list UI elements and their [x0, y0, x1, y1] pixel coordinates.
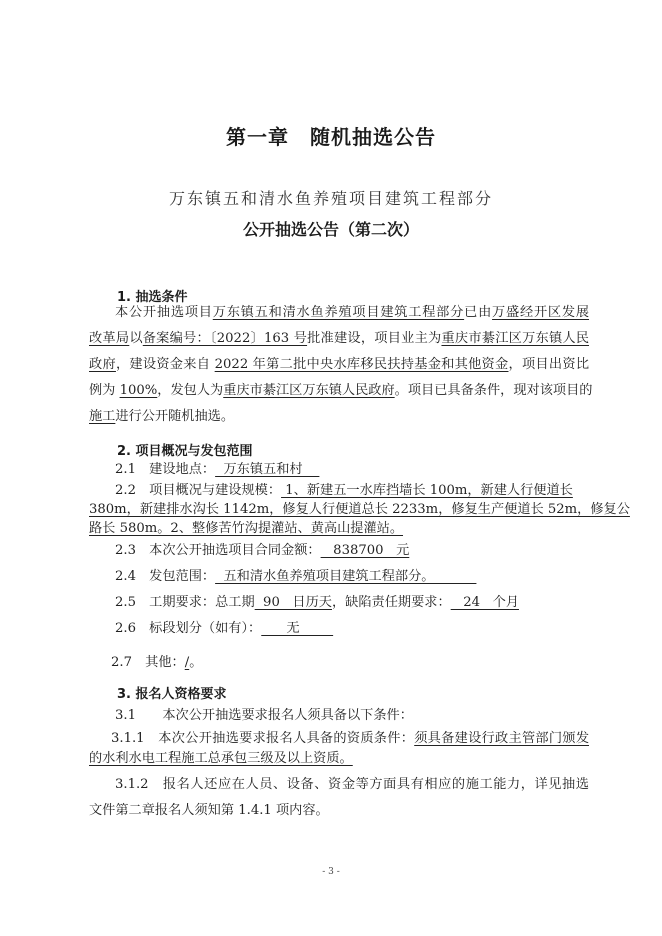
contract-amount: 838700 元 [320, 543, 410, 558]
underlined-ratio: 100% [119, 383, 158, 398]
item-2-4 [115, 564, 476, 590]
text: 批准建设，项目业主为 [307, 331, 442, 346]
section-heading-1: 1. 抽选条件 [117, 290, 188, 305]
qualification-value: 的水利水电工程施工总承包三级及以上资质。 [89, 751, 353, 766]
underlined-funds: 2022 年第二批中央水库移民扶持基金和其他资金 [214, 357, 509, 372]
underlined-record-number: 备案编号：〔2022〕163 号 [142, 331, 308, 346]
underlined-project: 万东镇五和清水鱼养殖项目建筑工程部分 [212, 305, 465, 320]
underlined-construction: 施工 [89, 409, 116, 424]
item-2-2-line2 [89, 500, 630, 520]
text: 。 [189, 655, 203, 670]
item-2-1 [115, 457, 319, 483]
label: 2.5 工期要求：总工期 [115, 595, 255, 610]
underlined-approver: 改革局 [89, 331, 130, 346]
text: 已由 [464, 305, 493, 320]
underlined-owner: 政府 [89, 357, 116, 372]
section1-line1 [89, 300, 589, 326]
scale-value: 路长 580m。2、整修苦竹沟提灌站、黄高山提灌站。 [89, 521, 404, 536]
item-2-5 [115, 590, 519, 616]
item-2-6 [115, 616, 333, 642]
duration-value: 90 日历天 [254, 595, 332, 610]
item-3-1-1-line1 [89, 729, 589, 749]
text: 本公开抽选项目 [115, 305, 213, 320]
text: 进行公开随机抽选。 [115, 409, 235, 424]
label: 2.7 其他： [111, 655, 185, 670]
item-2-2-line3 [89, 519, 403, 539]
page-number: - 3 - [322, 867, 340, 877]
location-value: 万东镇五和村 [215, 462, 320, 477]
section-heading-2: 2. 项目概况与发包范围 [117, 444, 253, 459]
item-2-7 [111, 650, 202, 676]
section1-line4 [89, 378, 593, 404]
item-3-1-2-line2: 文件第二章报名人须知第 1.4.1 项内容。 [89, 803, 329, 818]
scale-value: 1、新建五一水库挡墙长 100m，新建人行便道长 [281, 483, 573, 498]
other-value: / [184, 655, 190, 670]
item-3-1-2-line1 [89, 772, 589, 798]
item-3-1: 3.1 本次公开抽选要求报名人须具备以下条件： [115, 708, 413, 723]
section-heading-3: 3. 报名人资格要求 [117, 687, 227, 702]
label: 2.1 建设地点： [115, 462, 216, 477]
text: 3.1.2 报名人还应在人员、设备、资金等方面具有相应的施工能力，详见抽选 [115, 777, 589, 792]
underlined-owner: 重庆市綦江区万东镇人民 [441, 331, 590, 346]
label: 2.3 本次公开抽选项目合同金额： [115, 543, 321, 558]
text: ，发包人为 [157, 383, 224, 398]
text: 例为 [89, 383, 120, 398]
text: 。项目已具备条件，现对该项目的 [394, 383, 593, 398]
text: 以 [129, 331, 143, 346]
label: 2.2 项目概况与建设规模： [115, 483, 282, 498]
section1-line2 [89, 326, 589, 352]
qualification-value: 须具备建设行政主管部门颁发 [414, 731, 590, 746]
underlined-contractor: 重庆市綦江区万东镇人民政府 [223, 383, 395, 398]
text: ，建设资金来自 [115, 357, 215, 372]
scale-value: 380m，新建排水沟长 1142m，修复人行便道总长 2233m，修复生产便道长 52m，修复公 [89, 502, 630, 517]
scope-value: 五和清水鱼养殖项目建筑工程部分。 [215, 569, 477, 584]
item-3-1-1-line2 [89, 749, 353, 769]
lot-value: 无 [261, 621, 334, 636]
section1-line3 [89, 352, 589, 378]
chapter-title: 第一章 随机抽选公告 [226, 125, 436, 149]
label: ，缺陷责任期要求： [331, 595, 451, 610]
label: 2.4 发包范围： [115, 569, 216, 584]
label: 3.1.1 本次公开抽选要求报名人具备的资质条件： [111, 731, 415, 746]
label: 2.6 标段划分（如有）： [115, 621, 262, 636]
section1-line5 [89, 404, 234, 430]
project-name: 万东镇五和清水鱼养殖项目建筑工程部分 [168, 189, 493, 208]
text: ，项目出资比 [508, 357, 590, 372]
item-2-3 [115, 538, 409, 564]
item-2-2-line1 [115, 481, 573, 501]
underlined-approver: 万盛经开区发展 [492, 305, 590, 320]
announcement-title: 公开抽选公告（第二次） [242, 220, 419, 239]
defect-period-value: 24 个月 [450, 595, 519, 610]
